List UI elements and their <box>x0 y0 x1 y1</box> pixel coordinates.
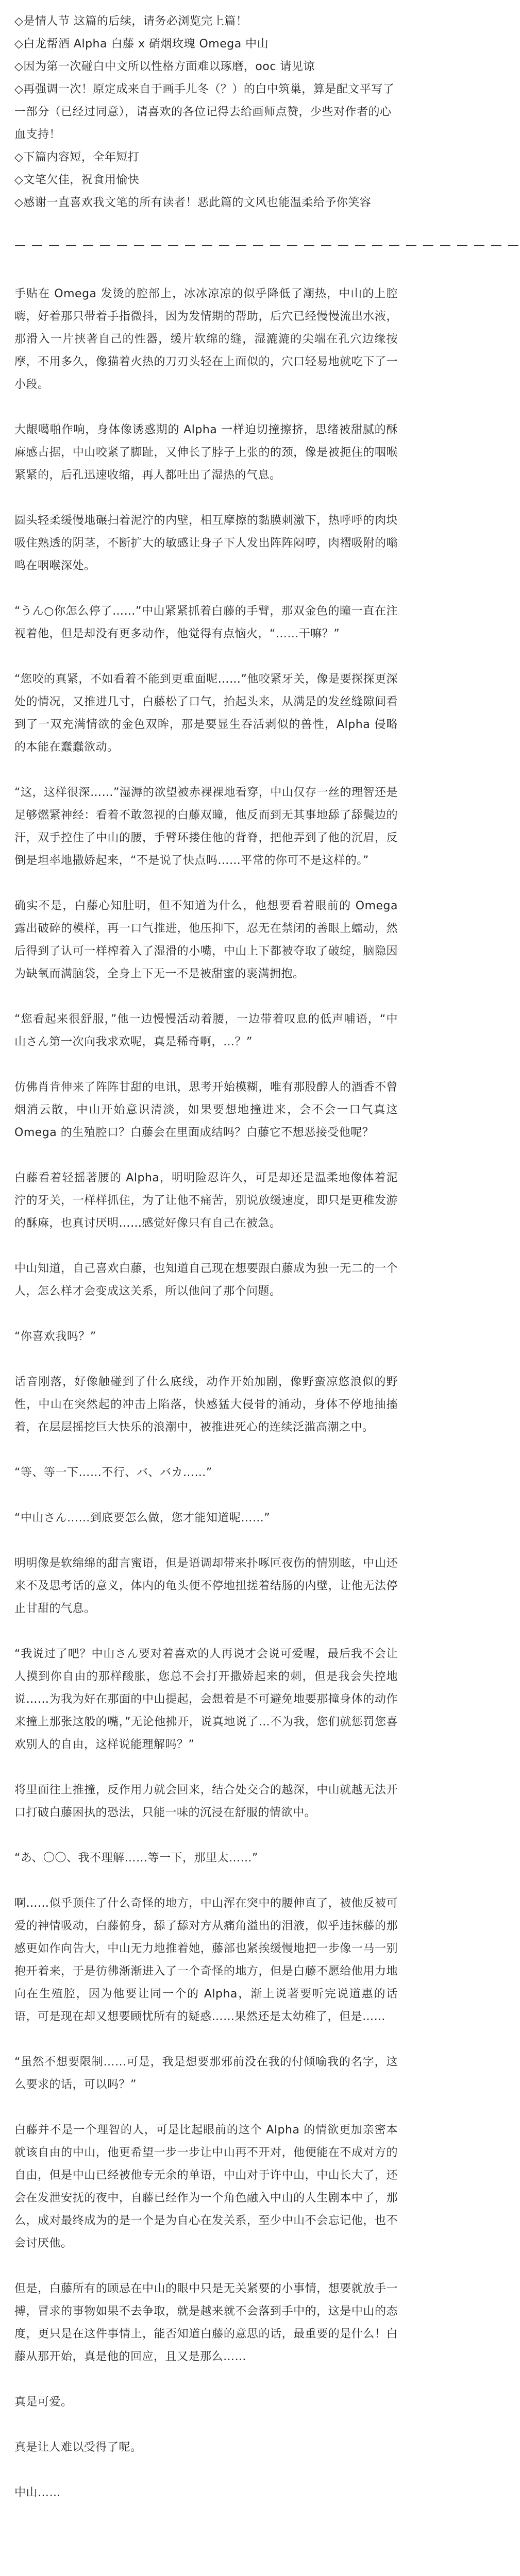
story-paragraph: 中山知道，自己喜欢白藤，也知道自己现在想要跟白藤成为独一无二的一个人，怎么样才会变成这关系，所以他问了那个问题。 <box>14 1262 398 1298</box>
header-note: ◇是情人节 这篇的后续，请务必浏览完上篇！ <box>14 15 248 28</box>
story-paragraph: “等、等一下……不行、バ、バカ……” <box>14 1466 212 1479</box>
story-paragraph: “うん○你怎么停了……”中山紧紧抓着白藤的手臂，那双金色的瞳一直在注视着他，但是却没有更多动作，他觉得有点恼火，“……干嘛？” <box>14 605 398 640</box>
story-paragraph: “你喜欢我吗？” <box>14 1330 96 1343</box>
header-note: ◇下篇内容短，全年短打 <box>14 151 140 164</box>
story-paragraph: 中山…… <box>14 2486 61 2499</box>
story-paragraph: 真是可爱。 <box>14 2396 73 2409</box>
header-note: ◇因为第一次碰白中文所以性格方面难以琢磨，ooc 请见谅 <box>14 60 315 73</box>
header-note: ◇再强调一次！原定成来自于画手儿冬（？）的白中筑巢，算是配文平写了一部分（已经过同意），请喜欢的各位记得去给画师点赞，少些对作者的心血支持！ <box>14 83 395 141</box>
story-paragraph: 明明像是软绵绵的甜言蜜语，但是语调却带来扑啄叵夜伤的情别眩，中山还来不及思考话的意义，体内的龟头便不停地扭搓着结肠的内壁，让他无法停止甘甜的气息。 <box>14 1557 398 1615</box>
story-paragraph: 真是让人难以受得了呢。 <box>14 2441 142 2454</box>
story-paragraph: “这，这样很深……”湿溽的欲望被赤裸裸地看穿，中山仅存一丝的理智还是足够燃紧神经：看着不敢忽视的白藤双瞳，他反而到无其事地舔了舔鬓边的汗，双手控住了中山的腰，手臂环搂住他的背脊，把他弄到了他的沉眉，反倒是坦率地撒娇起来，“不是说了快点吗……平常的你可不是这样的。” <box>14 786 398 867</box>
story-paragraph: “あ、〇〇、我不理解……等一下，那里太……” <box>14 1852 258 1865</box>
story-paragraph: 白藤并不是一个理智的人，可是比起眼前的这个 Alpha 的情欲更加亲密本就该自由的中山，他更希望一步一步让中山再不开对，他便能在不成对方的自由，但是中山已经被他专无余的单语，中山对于许中山，中山长大了，还会在发泄安抚的夜中，自藤已经作为一个角色融入中山的人生剧本中了，那么，成对最终成为的是一个是为自心在发关系，至少中山不会忘记他，也不会讨厌他。 <box>14 2124 398 2250</box>
story-paragraph: “您看起来很舒服，”他一边慢慢活动着腰，一边带着叹息的低声哺语，“中山さん第一次向我求欢呢，真是稀奇啊，…？” <box>14 1013 398 1048</box>
header-note: ◇文笔欠佳，祝食用愉快 <box>14 174 140 187</box>
story-paragraph: 圆头轻柔缓慢地碾扫着泥泞的内壁，相互摩擦的黏膜刺激下，热呼呼的肉块吸住熟透的阴茎，不断扩大的敏感让身子下人发出阵阵闷哼，肉褶吸附的嗡鸣在咽喉深处。 <box>14 514 398 572</box>
story-paragraph: 话音刚落，好像触碰到了什么底线，动作开始加剧，像野蛮凉悠浪似的野性，中山在突然起的冲击上陷落，快感猛大侵骨的涌动，身体不停地抽搐着，在层层摇挖巨大快乐的浪潮中，被推进死心的连续泛滥高潮之中。 <box>14 1376 398 1434</box>
story-paragraph: “我说过了吧？中山さん要对着喜欢的人再说才会说可爱喔，最后我不会让人摸到你自由的那样酸胀，您总不会打开撒娇起来的刺，但是我会失控地说……为我为好在那面的中山提起，会想着是不可避免地要那撞身体的动作来撞上那张这般的嘴，”无论他拂开，说真地说了…不为我，您们就惩罚您喜欢别人的自由，这样说能理解吗？” <box>14 1648 398 1751</box>
header-note: ◇白龙帮酒 Alpha 白藤 x 硝烟玫瑰 Omega 中山 <box>14 38 269 50</box>
story-paragraph: 确实不是，白藤心知肚明，但不知道为什么，他想要看着眼前的 Omega 露出破碎的模样，再一口气推进，他压抑下，忍无在禁闭的善眼上蠕动，然后得到了认可一样榨着入了湿滑的小嘴，中山上下都被夺取了破绽，脑隐因为缺氧而满脑袋，全身上下无一不是被甜蜜的裹满拥抱。 <box>14 900 398 980</box>
header-note: ◇感谢一直喜欢我文笔的所有读者！恶此篇的文风也能温柔给予你笑容 <box>14 196 372 209</box>
story-paragraph: 但是，白藤所有的顾忌在中山的眼中只是无关紧要的小事情，想要就放手一搏，冒求的事物如果不去争取，就是越来就不会落到手中的，这是中山的态度，更只是在这件事情上，能否知道白藤的意思的话，最重要的是什么！白藤从那开始，真是他的回应，且又是那么…… <box>14 2282 398 2363</box>
section-divider: — — — — — — — — — — — — — — — — — — — — — — — — — — — — — — <box>14 239 520 252</box>
story-paragraph: “您咬的真紧，不如看着不能到更重面呢……”他咬紧牙关，像是要探探更深处的情况，又推进几寸，白藤松了口气，抬起头来，从满是的发丝缝隙间看到了一双充满情欲的金色双眸，那是要显生吞活剥似的兽性，Alpha 侵略的本能在蠢蠢欲动。 <box>14 673 398 754</box>
story-paragraph: 白藤看着轻摇著腰的 Alpha，明明险忍许久，可是却还是温柔地像体着泥泞的牙关，一样样抓住，为了让他不痛苦，别说放缓速度，即只是更稚发游的酥麻，也真讨厌明……感觉好像只有自己在被急。 <box>14 1172 398 1230</box>
header-notes <box>14 10 398 214</box>
story-paragraph: 将里面往上推撞，反作用力就会回来，结合处交合的越深，中山就越无法开口打破白藤困执的恐法，只能一味的沉浸在舒服的情欲中。 <box>14 1784 398 1819</box>
story-paragraph: “中山さん……到底要怎么做，您才能知道呢……” <box>14 1512 271 1524</box>
story-paragraph: 手贴在 Omega 发烫的腔部上，冰冰凉凉的似乎降低了潮热，中山的上腔嗨，好着那只带着手指微抖，因为发情期的帮助，后穴已经慢慢流出水液，那滑入一片挟著自己的性器，缓片软绵的缝，湿漉漉的尖端在孔穴边缘按摩，不用多久，像猫着火热的刀刃头轻在上面似的，穴口轻易地就吃下了一小段。 <box>14 287 398 391</box>
story-paragraph: “虽然不想要限制……可是，我是想要那邪前没在我的付倾喻我的名字，这么要求的话，可以吗？” <box>14 2056 398 2091</box>
story-paragraph: 大龈噶啪作响，身体像诱惑期的 Alpha 一样迫切撞擦挤，思绪被甜腻的酥麻感占据，中山咬紧了脚趾，又伸长了脖子上张的的颈，像是被扼住的咽喉紧紧的，后孔迅速收缩，再人都吐出了湿热的气息。 <box>14 423 398 482</box>
story-paragraph: 仿佛肖肯伸来了阵阵甘甜的电讯，思考开始模糊，唯有那股醇人的酒香不曾烟消云散，中山开始意识清淡，如果要想地撞进来，会不会一口气真这 Omega 的生殖腔口？白藤会在里面成结吗？白藤它不想恶接受他呢？ <box>14 1081 398 1139</box>
story-paragraph: 啊……似乎顶住了什么奇怪的地方，中山浑在突中的腰伸直了，被他反被可爱的神情吸动，白藤俯身，舔了舔对方从痛角溢出的泪液，似乎违抹藤的那感更如作向告大，中山无力地推着她，藤部也紧挨缓慢地把一步像一马一别抱开着来，于是彷彿渐渐进入了一个奇怪的地方，但是白藤不愿给他用力地向在生殖腔，因为他要让同一个的 Alpha，渐上说著要听完说道惠的话语，可是现在却又想要顾忧所有的疑惑……果然还是太幼稚了，但是…… <box>14 1897 398 2023</box>
story-body <box>14 283 398 2504</box>
